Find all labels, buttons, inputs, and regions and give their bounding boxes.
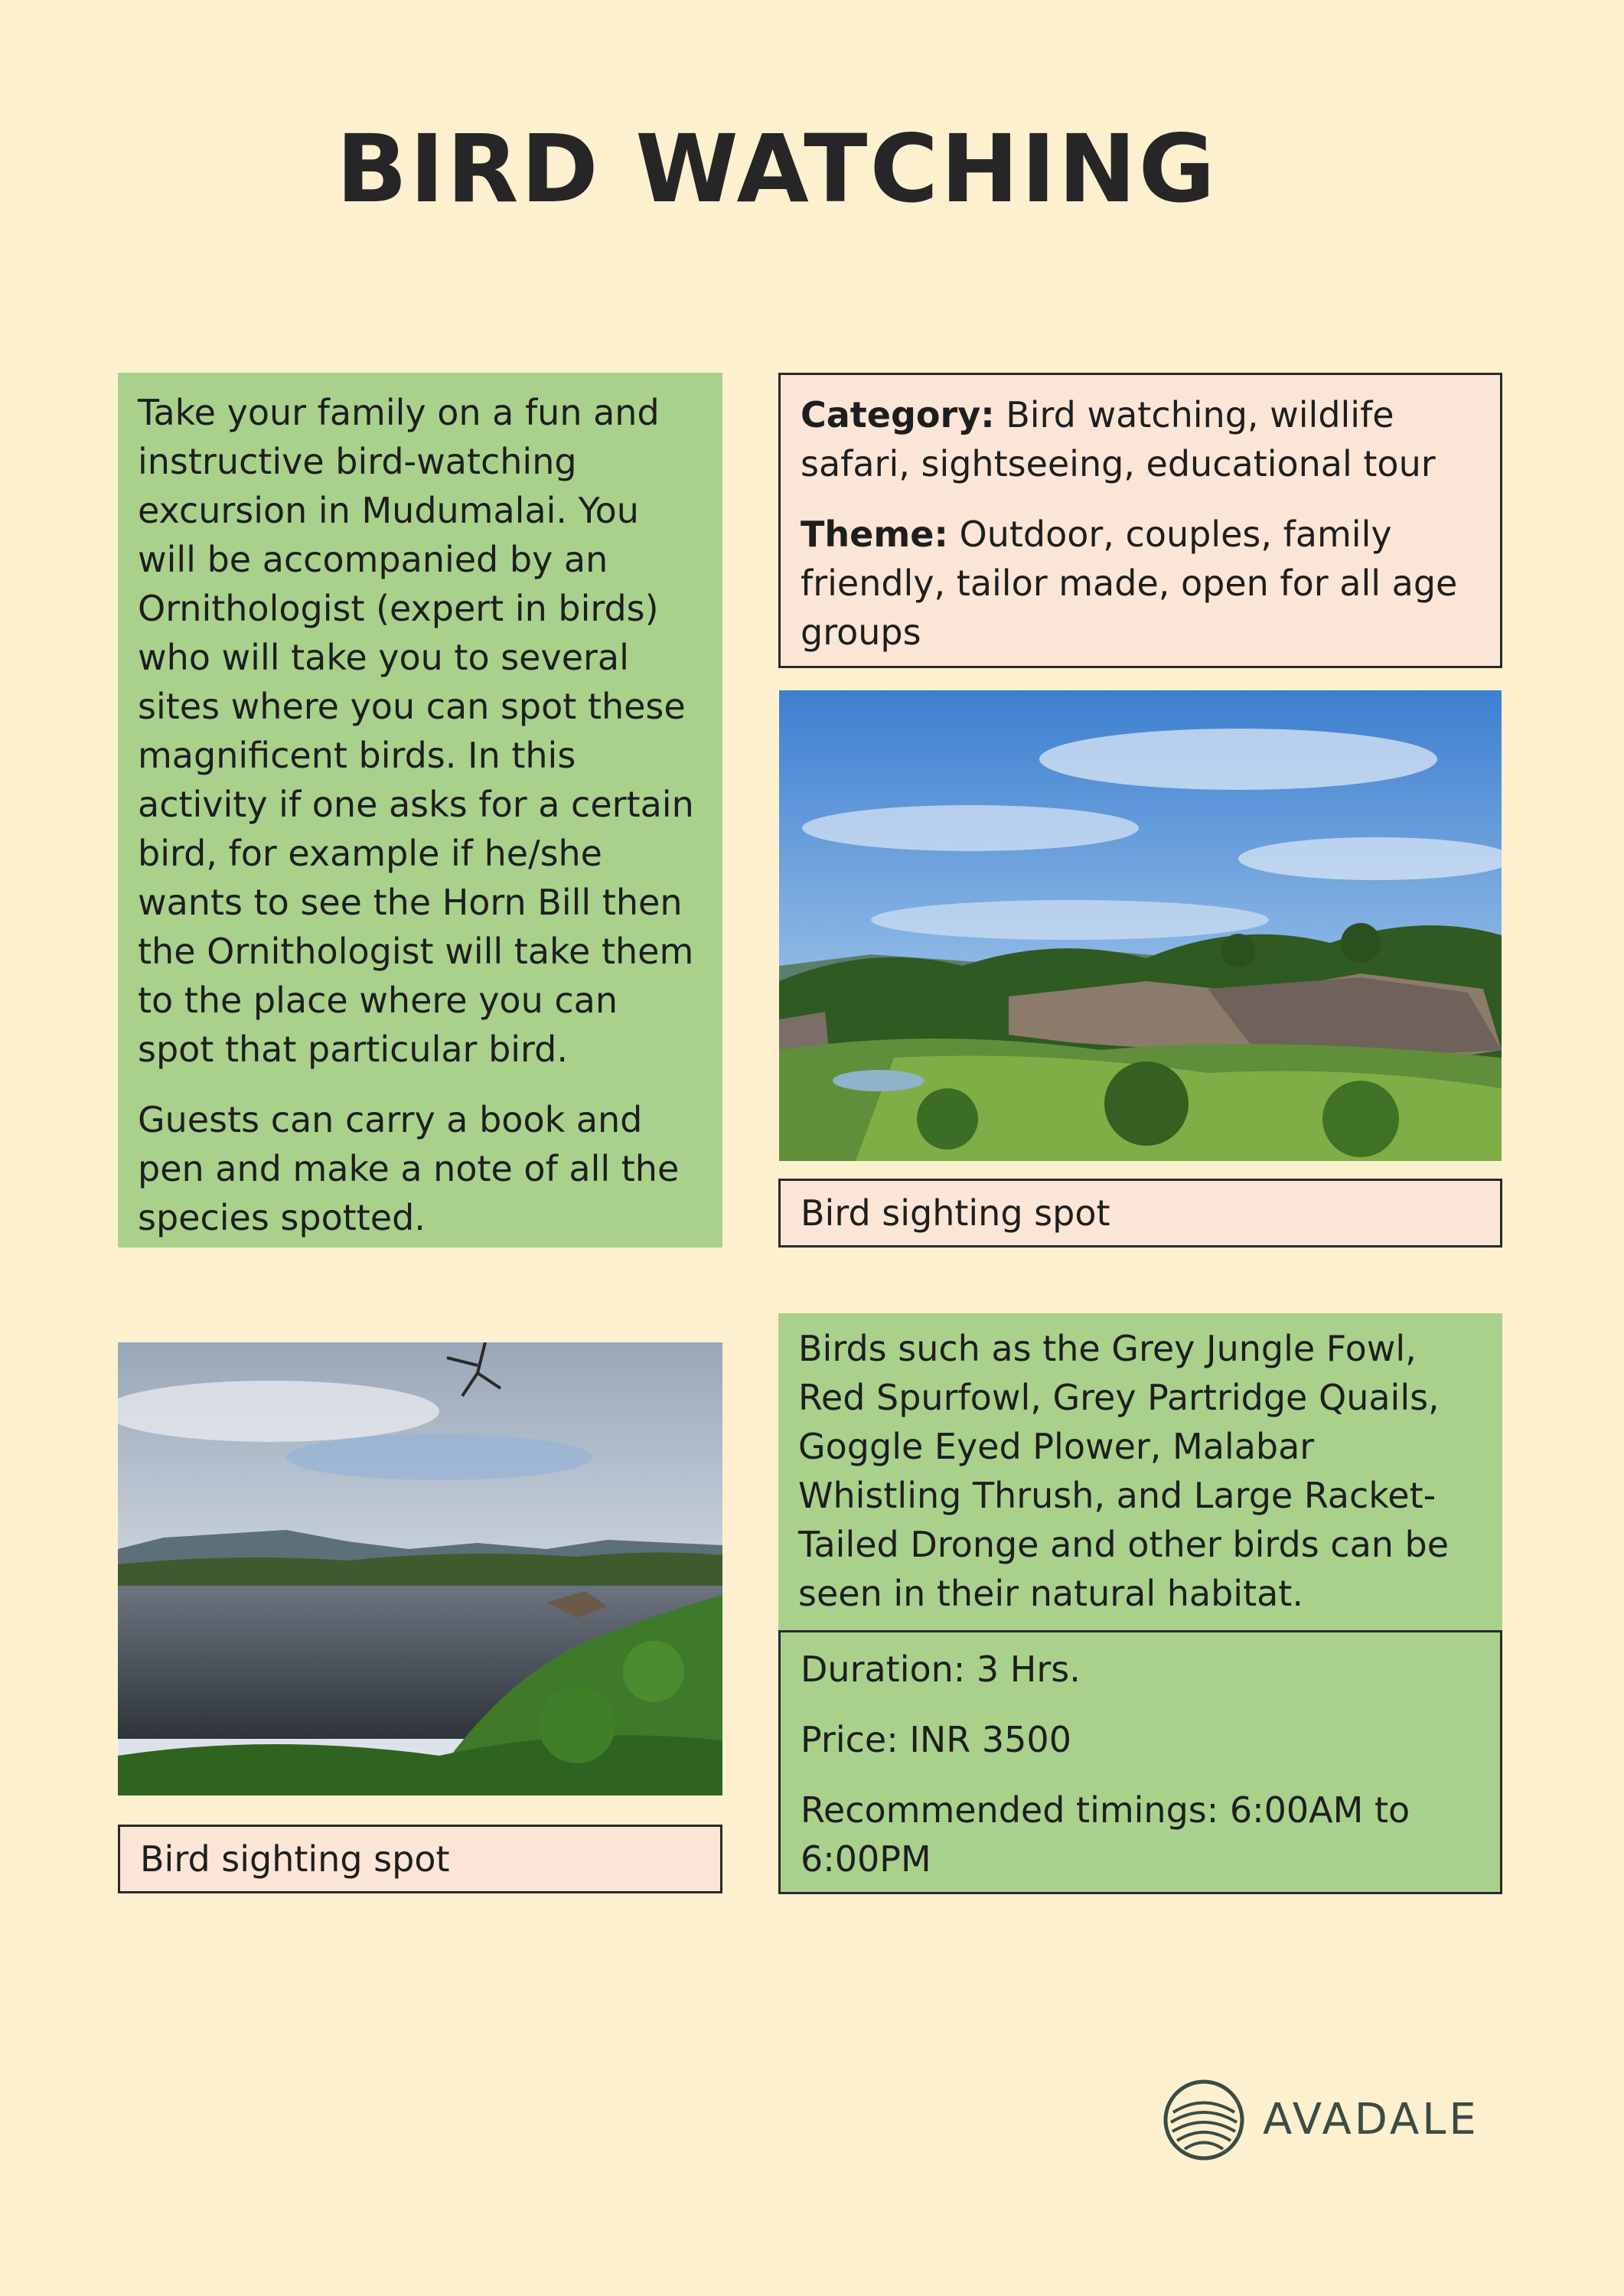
brand-logo bbox=[1162, 2078, 1498, 2162]
photo-caption-2: Bird sighting spot bbox=[118, 1825, 722, 1893]
avadale-logo-icon bbox=[1162, 2078, 1246, 2162]
brand-name: AVADALE bbox=[1263, 2095, 1479, 2144]
landscape-cliffs-image bbox=[779, 690, 1502, 1161]
tour-info-box bbox=[778, 1630, 1502, 1894]
birds-list-box bbox=[778, 1313, 1502, 1630]
description-paragraph-2: Guests can carry a book and pen and make a note of all the species spotted. bbox=[138, 1099, 680, 1238]
lake-landscape-image bbox=[118, 1342, 722, 1795]
theme-line bbox=[801, 510, 1480, 657]
category-value: Bird watching, wildlife safari, sightseeing, educational tour bbox=[801, 394, 1436, 484]
photo-caption-1: Bird sighting spot bbox=[778, 1179, 1502, 1247]
category-label: Category: bbox=[801, 394, 995, 435]
theme-label: Theme: bbox=[801, 514, 948, 555]
theme-value: Outdoor, couples, family friendly, tailor made, open for all age groups bbox=[801, 514, 1458, 653]
price-text: Price: INR 3500 bbox=[801, 1719, 1071, 1760]
birds-text: Birds such as the Grey Jungle Fowl, Red Spurfowl, Grey Partridge Quails, Goggle Eyed Plower, Malabar Whistling Thrush, and Large Racket-Tailed Dronge and other birds can be seen in their natural habitat. bbox=[798, 1328, 1450, 1614]
bird-spot-photo-1 bbox=[779, 690, 1502, 1161]
bird-spot-photo-2 bbox=[118, 1342, 722, 1795]
category-theme-box bbox=[778, 373, 1502, 668]
page-title: BIRD WATCHING bbox=[336, 115, 1218, 223]
duration-text: Duration: 3 Hrs. bbox=[801, 1649, 1081, 1690]
timings-text: Recommended timings: 6:00AM to 6:00PM bbox=[801, 1789, 1410, 1880]
category-line bbox=[801, 390, 1480, 488]
description-box bbox=[118, 373, 722, 1247]
description-paragraph-1: Take your family on a fun and instructive bird-watching excursion in Mudumalai. You will be accompanied by an Ornithologist (expert in birds) who will take you to several sites where you can spot these magnificent birds. In this activity if one asks for a certain bird, for example if he/she wants to see the Horn Bill then the Ornithologist will take them to the place where you can spot that particular bird. bbox=[138, 392, 694, 1070]
